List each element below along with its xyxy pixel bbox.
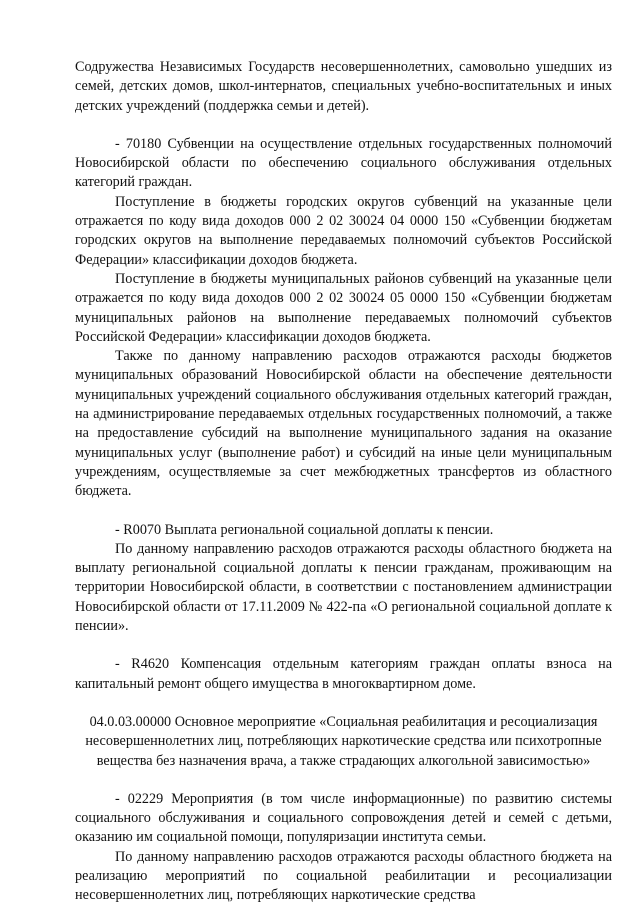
paragraph-r4620: - R4620 Компенсация отдельным категориям граждан оплаты взноса на капитальный ремонт общего имущества в многоквартирном доме.: [75, 656, 612, 692]
paragraph-02229: - 02229 Мероприятия (в том числе информационные) по развитию системы социального обслуживания и социального сопровождения детей и семей с детьми, оказанию им социальной помощи, популяризации института семьи.: [75, 790, 612, 846]
paragraph-continuation: Содружества Независимых Государств несовершеннолетних, самовольно ушедших из семей, детских домов, школ-интернатов, специальных учебно-воспитательных и иных детских учреждений (поддержка семьи и детей).: [75, 59, 612, 114]
paragraph-02229-details: По данному направлению расходов отражаются расходы областного бюджета на реализацию мероприятий по социальной реабилитации и ресоциализации несовершеннолетних лиц, потребляющих наркотические средства: [75, 848, 612, 904]
paragraph-urban-districts: Поступление в бюджеты городских округов субвенций на указанные цели отражается по коду вида доходов 000 2 02 30024 04 0000 150 «Субвенции бюджетам городских округов на выполнение передаваемых полномочий субъектов Российской Федерации» классификации доходов бюджета.: [75, 193, 612, 268]
paragraph-70180: - 70180 Субвенции на осуществление отдельных государственных полномочий Новосибирской области по обеспечению социального обслуживания отдельных категорий граждан.: [75, 135, 612, 191]
section-heading: 04.0.03.00000 Основное мероприятие «Социальная реабилитация и ресоциализация несовершеннолетних лиц, потребляющих наркотические средства или психотропные вещества без назначения врача, а также страдающих алкогольной зависимостью»: [85, 713, 602, 769]
paragraph-r0070-details: По данному направлению расходов отражаются расходы областного бюджета на выплату региональной социальной доплаты к пенсии гражданам, проживающим на территории Новосибирской области, в соответствии с постановлением администрации Новосибирской области от 17.11.2009 № 422-па «О региональной социальной доплате к пенсии».: [75, 540, 612, 635]
paragraph-municipal-districts: Поступление в бюджеты муниципальных районов субвенций на указанные цели отражается по коду вида доходов 000 2 02 30024 05 0000 150 «Субвенции бюджетам муниципальных районов на выполнение передаваемых полномочий субъектов Российской Федерации» классификации доходов бюджета.: [75, 270, 612, 345]
paragraph-also-expenses: Также по данному направлению расходов отражаются расходы бюджетов муниципальных образований Новосибирской области на обеспечение деятельности муниципальных учреждений социального обслуживания отдельных категорий граждан, на администрирование передаваемых отдельных государственных полномочий, а также на предоставление субсидий на выполнение муниципального задания на оказание муниципальных услуг (выполнение работ) и субсидий на иные цели муниципальным учреждениям, осуществляемые за счет межбюджетных трансфертов из областного бюджета.: [75, 348, 612, 500]
paragraph-r0070: - R0070 Выплата региональной социальной доплаты к пенсии.: [115, 521, 494, 538]
